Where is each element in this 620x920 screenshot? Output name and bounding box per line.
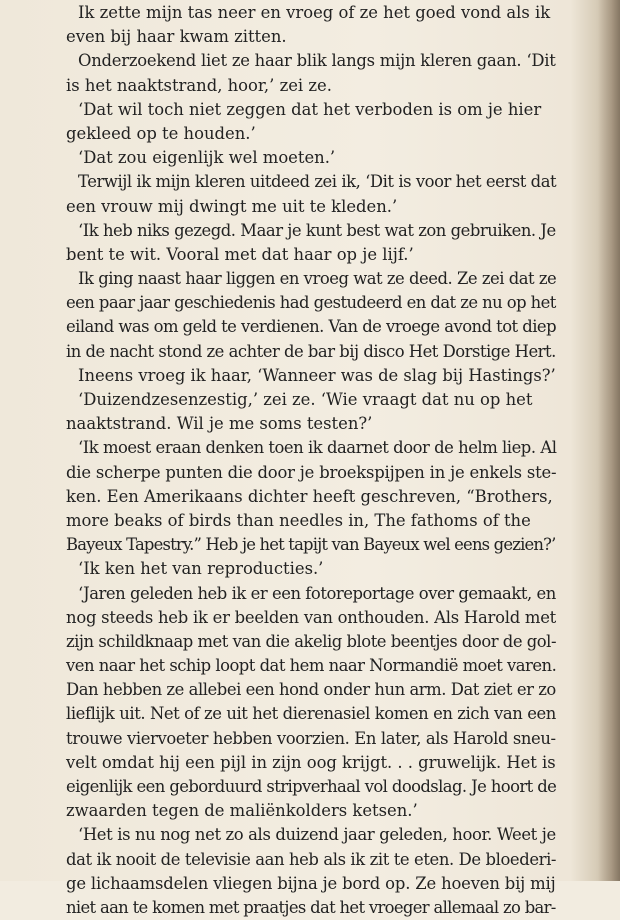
text-line: trouwe viervoeter hebben voorzien. En later, als Harold sneu-	[66, 728, 556, 748]
text-line: een paar jaar geschiedenis had gestudeerd en dat ze nu op het	[66, 293, 556, 313]
text-line: dat ik nooit de televisie aan heb als ik zit te eten. De bloederi-	[66, 849, 557, 869]
text-line: Ik ging naast haar liggen en vroeg wat ze deed. Ze zei dat ze	[78, 269, 557, 289]
text-line: ‘Dat wil toch niet zeggen dat het verboden is om je hier	[78, 99, 542, 119]
text-line: ‘Jaren geleden heb ik er een fotoreportage over gemaakt, en	[78, 583, 556, 603]
text-line: ‘Ik ken het van reproducties.’	[78, 559, 324, 579]
text-line: eiland was om geld te verdienen. Van de vroege avond tot diep	[66, 317, 557, 337]
text-line: Ik zette mijn tas neer en vroeg of ze het goed vond als ik	[78, 3, 551, 22]
text-line: ‘Ik heb niks gezegd. Maar je kunt best wat zon gebruiken. Je	[78, 220, 556, 240]
text-line: Onderzoekend liet ze haar blik langs mijn kleren gaan. ‘Dit	[78, 51, 556, 71]
text-line: naaktstrand. Wil je me soms testen?’	[66, 414, 373, 434]
text-line: lieflijk uit. Net of ze uit het dierenasiel komen en zich van een	[66, 704, 556, 724]
text-line: ‘Duizendzesenzestig,’ zei ze. ‘Wie vraagt dat nu op het	[78, 390, 533, 409]
text-line: Terwijl ik mijn kleren uitdeed zei ik, ‘Dit is voor het eerst dat	[78, 172, 557, 192]
text-line: eigenlijk een geborduurd stripverhaal vol doodslag. Je hoort de	[66, 777, 557, 796]
text-line: niet aan te komen met praatjes dat het vroeger allemaal zo bar-	[66, 897, 556, 917]
text-line: velt omdat hij een pijl in zijn oog krijgt. . . gruwelijk. Het is	[66, 752, 556, 772]
text-line: ge lichaamsdelen vliegen bijna je bord op. Ze hoeven bij mij	[66, 873, 556, 893]
text-line: bent te wit. Vooral met dat haar op je lijf.’	[66, 244, 414, 264]
text-line: ‘Ik moest eraan denken toen ik daarnet door de helm liep. Al	[78, 438, 557, 458]
text-line: zwaarden tegen de maliënkolders ketsen.’	[66, 801, 418, 821]
book-spine-shadow	[598, 0, 620, 881]
text-line: Ineens vroeg ik haar, ‘Wanneer was de slag bij Hastings?’	[78, 365, 556, 385]
text-line: is het naaktstrand, hoor,’ zei ze.	[66, 75, 332, 95]
text-line: ‘Dat zou eigenlijk wel moeten.’	[78, 148, 336, 168]
text-line: in de nacht stond ze achter de bar bij disco Het Dorstige Hert.	[66, 341, 556, 361]
text-line: even bij haar kwam zitten.	[66, 27, 287, 47]
text-line: zijn schildknaap met van die akelig blote beentjes door de gol-	[66, 631, 557, 651]
body-text	[66, 1, 556, 920]
text-line: een vrouw mij dwingt me uit te kleden.’	[66, 196, 398, 216]
text-line: Bayeux Tapestry.” Heb je het tapijt van Bayeux wel eens gezien?’	[66, 535, 556, 555]
text-line: gekleed op te houden.’	[66, 123, 256, 143]
text-line: nog steeds heb ik er beelden van onthouden. Als Harold met	[66, 607, 557, 627]
text-line: more beaks of birds than needles in, The fathoms of the	[66, 510, 531, 530]
text-line: ken. Een Amerikaans dichter heeft geschreven, “Brothers,	[66, 486, 553, 506]
text-line: ‘Het is nu nog net zo als duizend jaar geleden, hoor. Weet je	[78, 825, 556, 845]
text-line: Dan hebben ze allebei een hond onder hun arm. Dat ziet er zo	[66, 680, 556, 700]
text-line: die scherpe punten die door je broekspijpen in je enkels ste-	[66, 462, 557, 482]
text-line: ven naar het schip loopt dat hem naar Normandië moet varen.	[66, 656, 557, 676]
